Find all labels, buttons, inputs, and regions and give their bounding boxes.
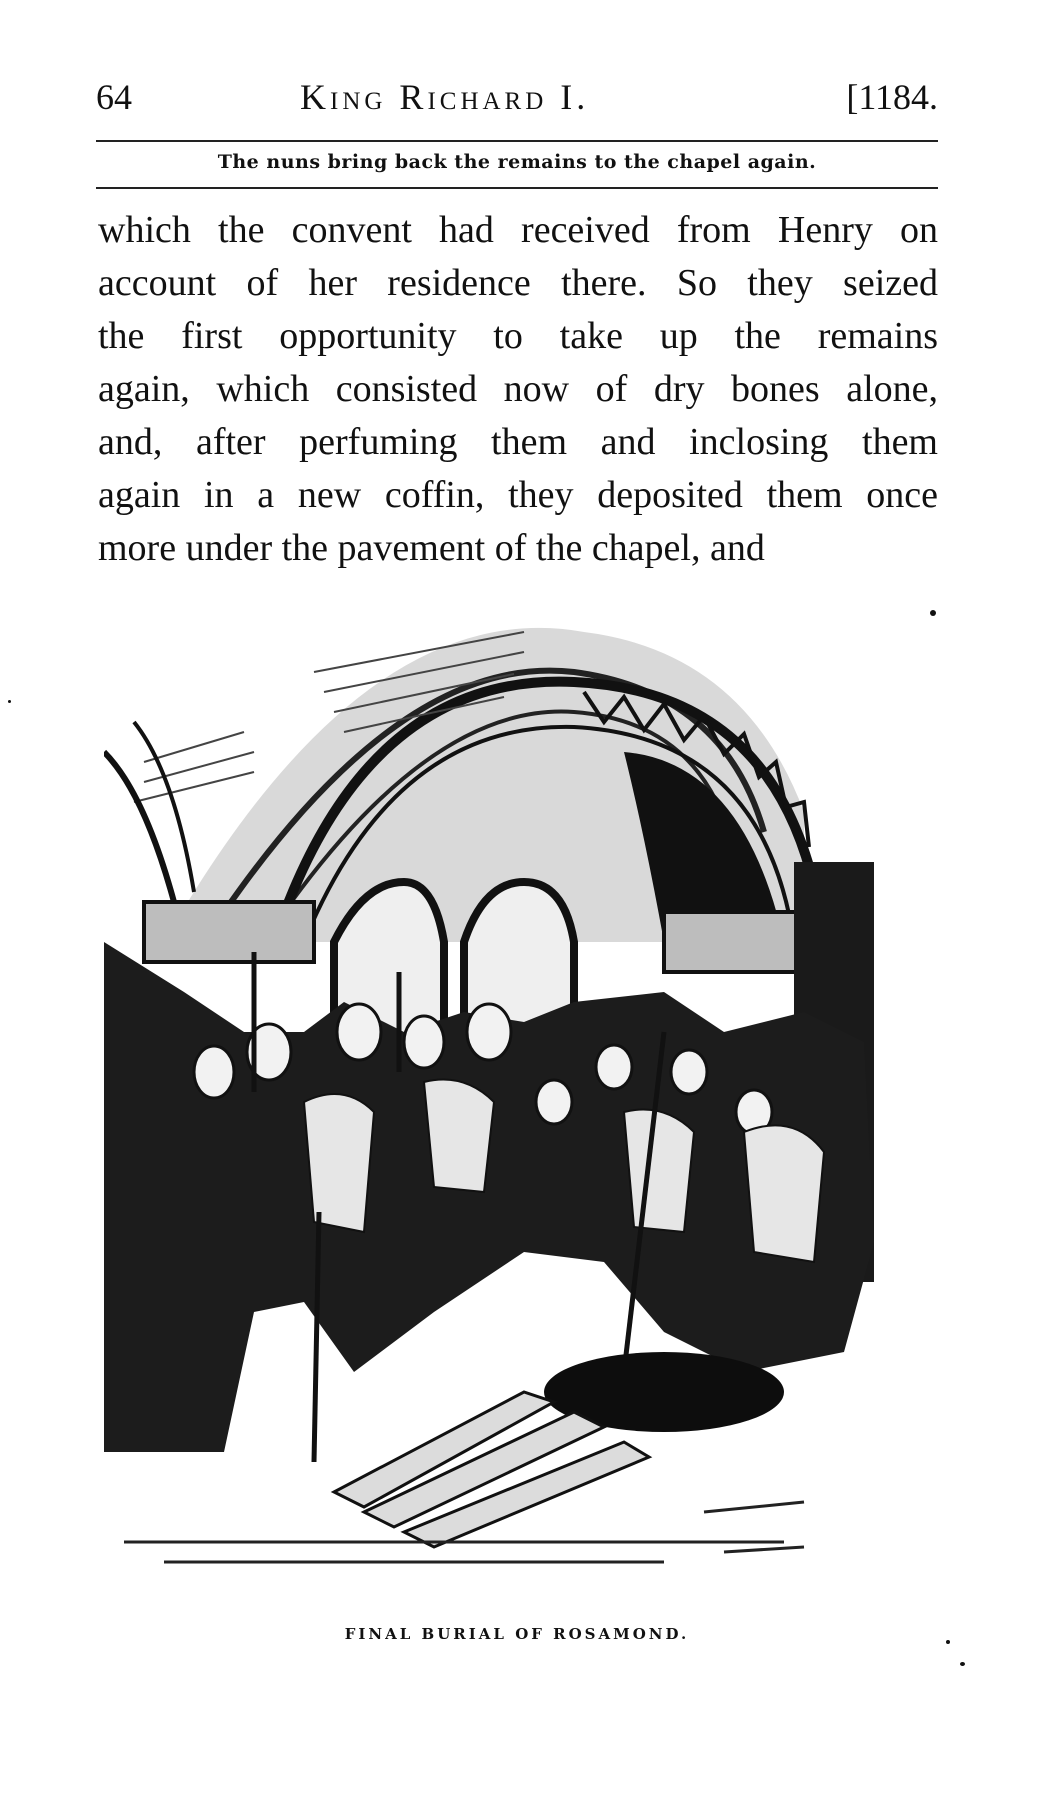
page-number: 64 — [96, 77, 132, 117]
body-line: the first opportunity to take up the remains — [98, 315, 938, 357]
body-text — [98, 204, 938, 575]
year-marker: [1184. — [846, 77, 938, 117]
body-line: which the convent had received from Henry on — [98, 209, 938, 251]
header-rule-bottom — [96, 187, 938, 189]
header-rule-top — [96, 140, 938, 142]
body-line: again, which consisted now of dry bones alone, — [98, 368, 938, 410]
body-line: account of her residence there. So they seized — [98, 262, 938, 304]
body-line: again in a new coffin, they deposited them once — [98, 474, 938, 516]
illustration-caption: FINAL BURIAL OF ROSAMOND. — [344, 1625, 690, 1643]
running-header — [96, 76, 938, 126]
print-speck — [8, 700, 11, 703]
engraving-nuns-burial-scene-icon — [104, 612, 934, 1587]
body-line: more under the pavement of the chapel, and — [98, 527, 765, 569]
page-summary: The nuns bring back the remains to the chapel again. — [217, 151, 817, 173]
body-line: and, after perfuming them and inclosing them — [98, 421, 938, 463]
print-speck — [946, 1640, 950, 1644]
running-title: King Richard I. — [300, 77, 590, 117]
print-speck — [960, 1662, 965, 1666]
print-speck — [930, 610, 936, 616]
